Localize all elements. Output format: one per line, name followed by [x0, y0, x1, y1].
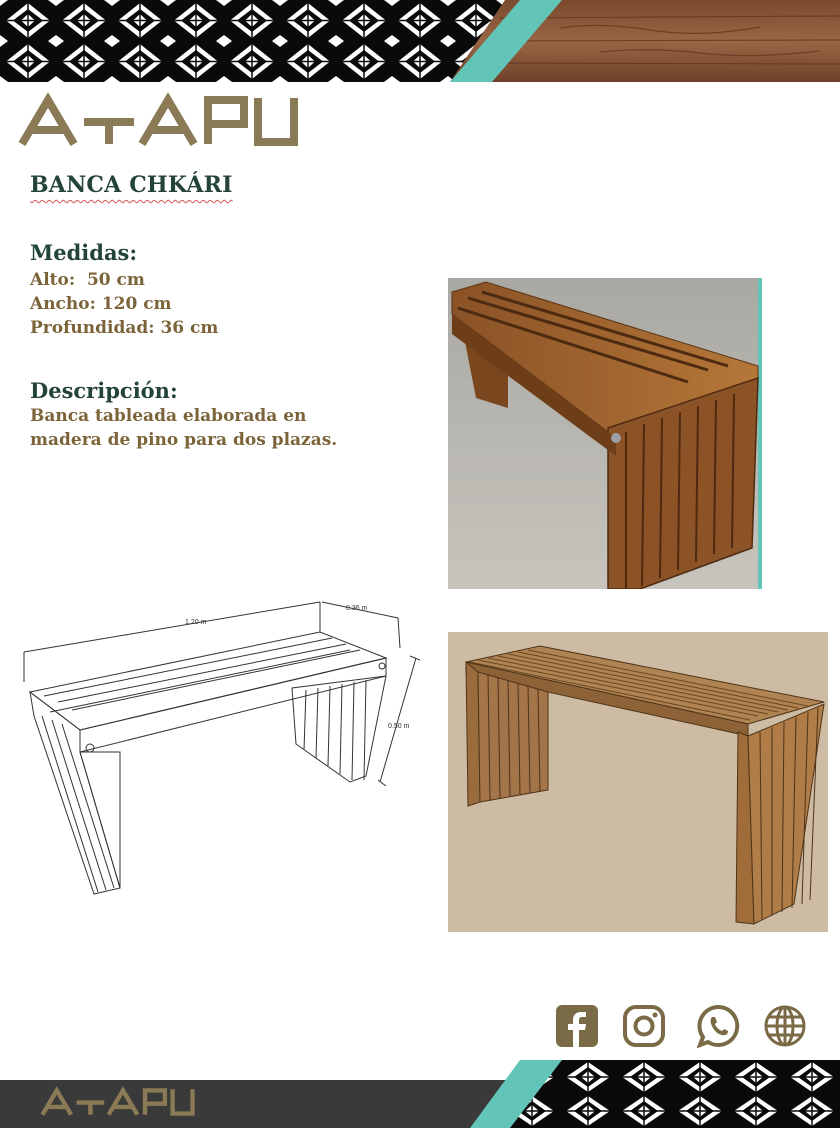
- height-measure: Alto: 50 cm: [30, 270, 145, 290]
- instagram-icon[interactable]: [622, 1004, 666, 1048]
- measures-heading: Medidas:: [30, 240, 138, 265]
- bench-photo: [448, 278, 762, 589]
- globe-icon[interactable]: [763, 1004, 807, 1048]
- facebook-icon[interactable]: [555, 1004, 599, 1048]
- width-measure: Ancho: 120 cm: [30, 294, 172, 314]
- footer-brand-logo: [40, 1086, 196, 1118]
- depth-measure: Profundidad: 36 cm: [30, 318, 219, 338]
- dimension-height-label: 0.50 m: [388, 723, 410, 730]
- header-decorative-band: [0, 0, 840, 82]
- description-text: Banca tableada elaborada en madera de pino para dos plazas.: [30, 406, 338, 450]
- whatsapp-icon[interactable]: [697, 1004, 741, 1048]
- brand-logo: [18, 92, 300, 150]
- bench-technical-drawing: [20, 596, 420, 902]
- dimension-width-label: 1.20 m: [185, 619, 207, 626]
- description-heading: Descripción:: [30, 378, 178, 403]
- product-title: BANCA CHKÁRI: [30, 172, 233, 198]
- dimension-depth-label: 0.36 m: [346, 605, 368, 612]
- bench-render: [448, 632, 828, 932]
